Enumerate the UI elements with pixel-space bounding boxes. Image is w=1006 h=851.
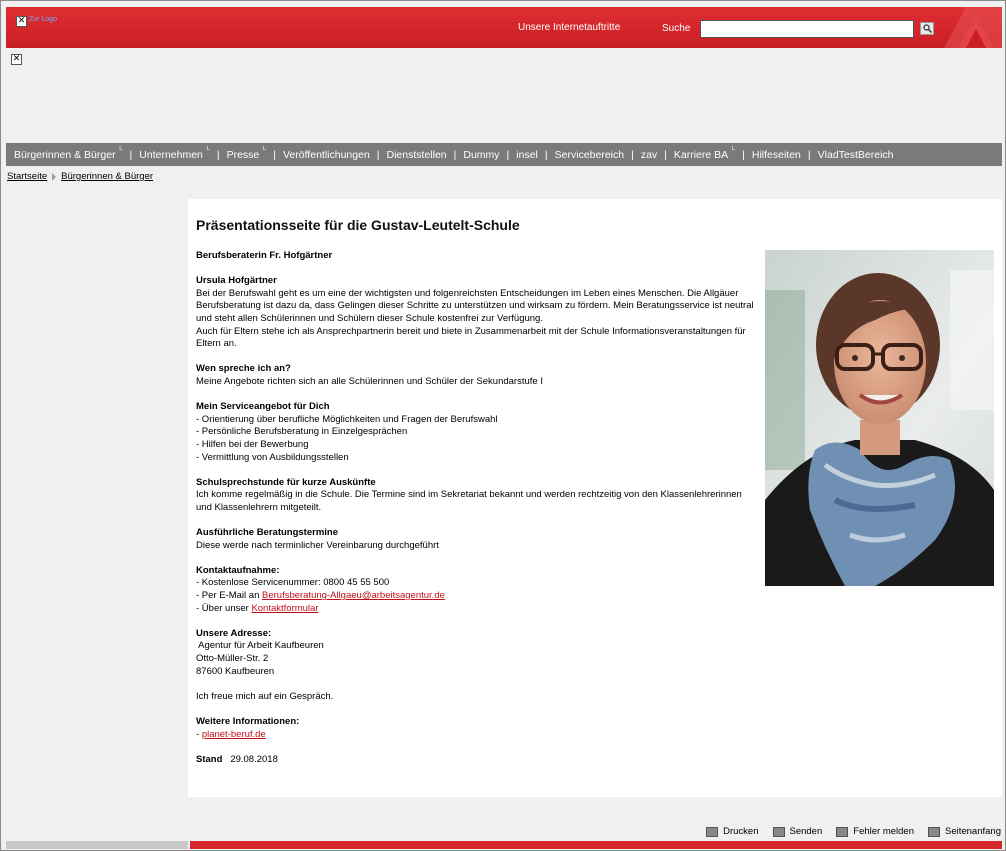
report-error-link[interactable] — [836, 826, 914, 837]
send-link[interactable] — [773, 826, 823, 837]
nav-item-label: Bürgerinnen & Bürger — [14, 148, 116, 161]
nav-item-label: Karriere BA — [673, 148, 729, 161]
intro-text: Bei der Berufswahl geht es um eine der wichtigsten und folgenreichsten Entscheidungen im Leben eines Menschen. Die Allgäuer Berufsberatung ist dazu da, dass Gelingen dieser Schritte zu unterstützen und wirksam zu fördern. Mein Beratungsservice ist neutral und steht allen Schülerinnen und Schülern dieser Schule kostenfrei zur Verfügung. — [196, 287, 754, 324]
contact-form-prefix: - Über unser — [196, 602, 252, 614]
service-item: - Orientierung über berufliche Möglichkeiten und Fragen der Berufswahl — [196, 413, 498, 425]
page-top-link[interactable] — [928, 826, 1001, 837]
audience-text: Meine Angebote richten sich an alle Schülerinnen und Schüler der Sekundarstufe I — [196, 375, 543, 387]
broken-image-icon: ✕ — [17, 16, 26, 26]
nav-item[interactable] — [458, 149, 504, 161]
nav-separator: | — [544, 148, 548, 161]
nav-item[interactable] — [550, 149, 629, 161]
nav-separator: | — [742, 148, 745, 161]
nav-item-label: Dienststellen — [386, 148, 447, 161]
service-item: - Hilfen bei der Bewerbung — [196, 438, 309, 450]
report-error-label: Fehler melden — [853, 826, 914, 837]
contact-heading: Kontaktaufnahme: — [196, 564, 280, 576]
address-line: Otto-Müller-Str. 2 — [196, 653, 269, 664]
nav-item-label: VladTestBereich — [817, 148, 894, 161]
breadcrumb — [7, 171, 153, 182]
nav-separator: | — [506, 148, 510, 161]
nav-separator: | — [273, 148, 276, 161]
broken-image-icon: ✕ — [12, 54, 21, 64]
counselor-name: Ursula Hofgärtner — [196, 275, 277, 287]
nav-item[interactable] — [222, 146, 272, 161]
consultation-text: Ich komme regelmäßig in die Schule. Die Termine sind im Sekretariat bekannt und werden rechtzeitig von den Klassenlehrerinnen und Klassenlehrern mitgeteilt. — [196, 489, 742, 513]
nav-separator: | — [807, 148, 811, 161]
contact-email-prefix: - Per E-Mail an — [196, 590, 262, 602]
contact-email-link[interactable]: Berufsberatung-Allgaeu@arbeitsagentur.de — [262, 590, 445, 602]
nav-item-label: Servicebereich — [554, 148, 625, 161]
nav-item-label: insel — [516, 148, 538, 161]
nav-separator: | — [129, 148, 133, 161]
print-link[interactable] — [706, 826, 758, 837]
nav-separator: | — [216, 148, 220, 161]
search-button[interactable] — [920, 22, 934, 35]
nav-item[interactable] — [747, 149, 806, 161]
service-item: - Vermittlung von Ausbildungsstellen — [196, 451, 349, 463]
nav-item[interactable] — [382, 149, 452, 161]
nav-item-label: Dummy — [463, 148, 500, 161]
printer-icon — [706, 827, 718, 837]
page-top-label: Seitenanfang — [945, 826, 1001, 837]
nav-separator: | — [376, 148, 380, 161]
nav-item[interactable] — [636, 149, 662, 161]
nav-item[interactable] — [511, 149, 543, 161]
nav-item-label: zav — [640, 148, 658, 161]
logo-alt-text: Zur Logo — [29, 16, 58, 23]
submenu-indicator-icon: └ — [117, 146, 123, 154]
appointments-text: Diese werde nach terminlicher Vereinbarung durchgeführt — [196, 539, 439, 551]
submenu-indicator-icon: └ — [730, 146, 736, 154]
nav-item[interactable] — [9, 146, 128, 161]
nav-item[interactable] — [134, 146, 215, 161]
appointments-heading: Ausführliche Beratungstermine — [196, 527, 338, 539]
counselor-heading: Berufsberaterin Fr. Hofgärtner — [196, 250, 333, 261]
counselor-photo — [765, 250, 994, 586]
nav-item-label: Hilfeseiten — [751, 148, 801, 161]
breadcrumb-arrow-icon — [52, 173, 56, 181]
stand-date: 29.08.2018 — [230, 753, 278, 765]
audience-heading: Wen spreche ich an? — [196, 363, 291, 375]
intro-parents-text: Auch für Eltern stehe ich als Ansprechpartnerin bereit und biete in Zusammenarbeit mit der Schule Informationsveranstaltungen für Eltern an. — [196, 325, 746, 350]
magnifier-icon — [923, 24, 932, 33]
stand-label: Stand — [196, 753, 223, 765]
logo-link[interactable] — [16, 16, 57, 27]
header — [6, 7, 1002, 48]
footer-tools — [692, 826, 1001, 837]
footer-bar — [190, 841, 1002, 849]
address-line: 87600 Kaufbeuren — [196, 665, 275, 677]
content-area — [188, 199, 1002, 797]
envelope-icon — [773, 827, 785, 837]
consultation-heading: Schulsprechstunde für kurze Auskünfte — [196, 476, 376, 488]
ba-logo-icon — [944, 7, 1002, 48]
breadcrumb-current-link[interactable]: Bürgerinnen & Bürger — [61, 171, 154, 182]
nav-separator: | — [631, 148, 634, 161]
print-label: Drucken — [723, 826, 759, 837]
address-line: Agentur für Arbeit Kaufbeuren — [196, 640, 324, 652]
search-input[interactable] — [700, 20, 914, 38]
more-info-prefix: - — [196, 728, 202, 740]
speech-bubble-icon — [836, 827, 848, 837]
nav-item-label: Unternehmen — [139, 148, 203, 161]
nav-item[interactable] — [669, 146, 740, 161]
web-presence-link[interactable]: Unsere Internetauftritte — [518, 22, 621, 33]
nav-item[interactable] — [278, 149, 375, 161]
contact-form-link[interactable]: Kontaktformular — [251, 602, 319, 614]
service-heading: Mein Serviceangebot für Dich — [196, 401, 330, 413]
send-label: Senden — [789, 826, 823, 837]
closing-text: Ich freue mich auf ein Gespräch. — [196, 690, 334, 702]
planet-beruf-link[interactable]: planet-beruf.de — [201, 728, 266, 740]
nav-item-label: Veröffentlichungen — [282, 148, 370, 161]
contact-phone: - Kostenlose Servicenummer: 0800 45 55 500 — [196, 577, 390, 589]
arrow-up-icon — [928, 827, 940, 837]
nav-separator: | — [664, 148, 667, 161]
more-info-heading: Weitere Informationen: — [196, 715, 300, 727]
article-text — [196, 250, 756, 779]
nav-item-label: Presse — [226, 148, 260, 161]
search-label: Suche — [662, 23, 691, 34]
page-title: Präsentationsseite für die Gustav-Leutelt-Schule — [196, 217, 520, 233]
address-heading: Unsere Adresse: — [196, 627, 272, 639]
submenu-indicator-icon: └ — [261, 146, 267, 154]
submenu-indicator-icon: └ — [204, 146, 210, 154]
main-navigation — [6, 143, 1002, 166]
nav-separator: | — [453, 148, 457, 161]
service-item: - Persönliche Berufsberatung in Einzelgesprächen — [196, 426, 408, 438]
nav-item[interactable] — [813, 149, 899, 161]
breadcrumb-home-link[interactable]: Startseite — [7, 171, 48, 182]
footer-bar — [6, 841, 188, 849]
